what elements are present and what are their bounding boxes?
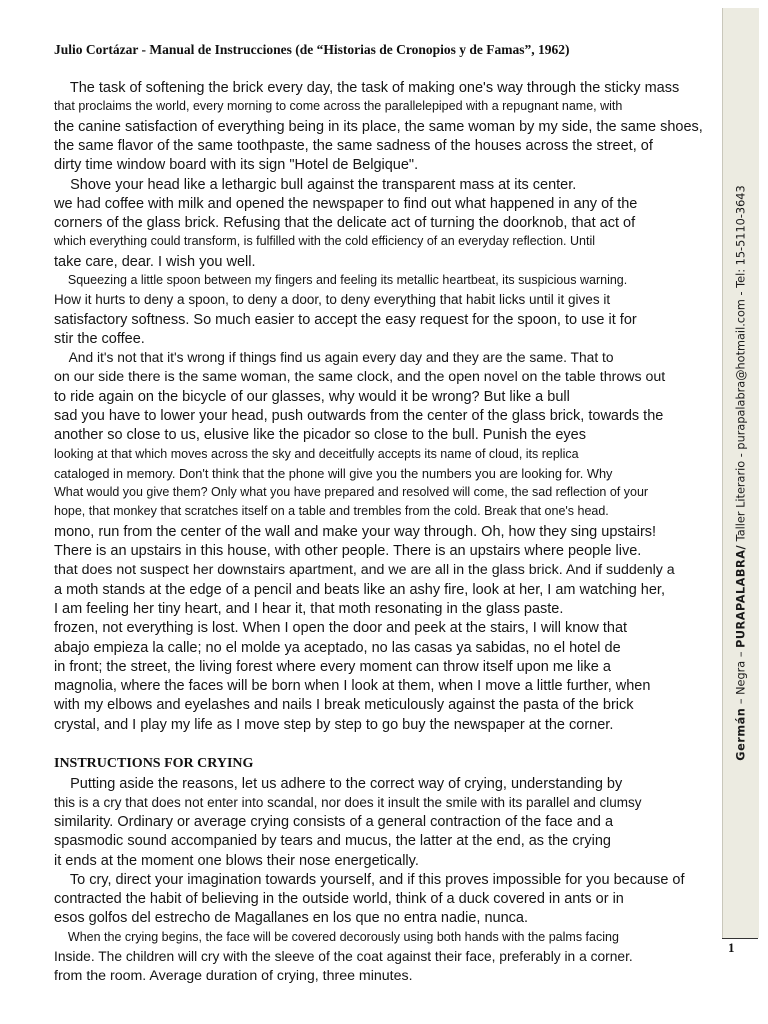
- brand-name: PURAPALABRA/: [734, 544, 748, 648]
- body-line: corners of the glass brick. Refusing that the delicate act of turning the doorknob, that act of: [54, 215, 636, 231]
- body-line: similarity. Ordinary or average crying consists of a general contraction of the face and a: [54, 814, 614, 830]
- body-line: stir the coffee.: [54, 331, 145, 347]
- body-line: cataloged in memory. Don't think that the phone will give you the numbers you are looking for. Why: [54, 466, 613, 481]
- page-number: 1: [728, 940, 735, 955]
- body-line: looking at that which moves across the sky and deceitfully accepts its name of cloud, its replica: [54, 447, 579, 461]
- body-line: Shove your head like a lethargic bull against the transparent mass at its center.: [54, 177, 577, 193]
- body-line: from the room. Average duration of crying, three minutes.: [54, 968, 413, 984]
- body-line: dirty time window board with its sign "Hotel de Belgique".: [54, 157, 419, 173]
- body-line: esos golfos del estrecho de Magallanes en los que no entra nadie, nunca.: [54, 910, 528, 926]
- body-line: sad you have to lower your head, push outwards from the center of the glass brick, towards the: [54, 408, 664, 424]
- body-line: I am feeling her tiny heart, and I hear it, that moth resonating in the glass paste.: [54, 601, 564, 617]
- body-line: that proclaims the world, every morning to come across the parallelepiped with a repugnant name, with: [54, 99, 623, 113]
- body-line: contracted the habit of believing in the outside world, think of a duck covered in ants or in: [54, 891, 624, 907]
- body-line: What would you give them? Only what you have prepared and resolved will come, the sad reflection of your: [54, 485, 649, 499]
- sidebar-credit: [735, 185, 748, 760]
- body-line: There is an upstairs in this house, with other people. There is an upstairs where people live.: [54, 543, 642, 559]
- body-line: crystal, and I play my life as I move step by step to go buy the newspaper at the corner.: [54, 717, 614, 733]
- body-line: a moth stands at the edge of a pencil and beats like an ashy fire, look at her, I am watching her,: [54, 582, 665, 598]
- body-line: this is a cry that does not enter into scandal, nor does it insult the smile with its parallel and clumsy: [54, 795, 642, 810]
- body-line: in front; the street, the living forest where every moment can throw itself upon me like a: [54, 659, 611, 675]
- body-line: How it hurts to deny a spoon, to deny a door, to deny everything that habit licks until it gives it: [54, 292, 611, 307]
- body-line: When the crying begins, the face will be covered decorously using both hands with the palms facing: [54, 930, 619, 944]
- sidebar-footer-band: [722, 8, 759, 938]
- body-line: abajo empieza la calle; no el molde ya aceptado, no las casas ya sabidas, no el hotel de: [54, 640, 621, 656]
- author-name: Germán: [734, 707, 748, 761]
- body-line: Squeezing a little spoon between my fingers and feeling its metallic heartbeat, its suspicious warning.: [54, 273, 628, 287]
- body-line: spasmodic sound accompanied by tears and mucus, the latter at the end, as the crying: [54, 833, 611, 849]
- body-line: on our side there is the same woman, the same clock, and the open novel on the table throws out: [54, 369, 666, 385]
- body-line: it ends at the moment one blows their nose energetically.: [54, 853, 419, 869]
- body-line: the same flavor of the same toothpaste, the same sadness of the houses across the street, of: [54, 138, 653, 154]
- body-line: that does not suspect her downstairs apartment, and we are all in the glass brick. And if suddenly a: [54, 562, 675, 578]
- body-line: And it's not that it's wrong if things find us again every day and they are the same. That to: [54, 350, 614, 365]
- body-line: The task of softening the brick every day, the task of making one's way through the sticky mass: [54, 80, 680, 96]
- page-number-rule: [722, 938, 758, 939]
- body-line: magnolia, where the faces will be born when I look at them, when I move a little further, when: [54, 678, 651, 694]
- body-line: to ride again on the bicycle of our glasses, why would it be wrong? But like a bull: [54, 389, 570, 405]
- sidebar-separator: – Negra –: [734, 647, 748, 708]
- body-line: with my elbows and eyelashes and nails I break meticulously against the pasta of the brick: [54, 697, 634, 713]
- body-line: To cry, direct your imagination towards yourself, and if this proves impossible for you because of: [54, 872, 685, 888]
- body-line: hope, that monkey that scratches itself on a table and trembles from the cold. Break that one's head.: [54, 504, 609, 518]
- body-line: take care, dear. I wish you well.: [54, 254, 256, 270]
- body-line: mono, run from the center of the wall and make your way through. Oh, how they sing upstairs!: [54, 524, 657, 540]
- body-line: the canine satisfaction of everything being in its place, the same woman by my side, the same shoes,: [54, 119, 703, 135]
- section-heading: INSTRUCTIONS FOR CRYING: [54, 756, 254, 771]
- body-line: which everything could transform, is fulfilled with the cold efficiency of an everyday reflection. Until: [54, 234, 595, 248]
- body-line: frozen, not everything is lost. When I open the door and peek at the stairs, I will know that: [54, 620, 628, 636]
- body-line: another so close to us, elusive like the picador so close to the bull. Punish the eyes: [54, 427, 586, 443]
- body-line: Putting aside the reasons, let us adhere to the correct way of crying, understanding by: [54, 776, 623, 792]
- document-title: Julio Cortázar - Manual de Instrucciones (de “Historias de Cronopios y de Famas”, 1962): [54, 42, 570, 57]
- body-line: we had coffee with milk and opened the newspaper to find out what happened in any of the: [54, 196, 638, 212]
- body-line: satisfactory softness. So much easier to accept the easy request for the spoon, to use it for: [54, 312, 637, 328]
- workshop-contact: Taller Literario - purapalabra@hotmail.com - Tel: 15-5110-3643: [734, 185, 748, 545]
- body-line: Inside. The children will cry with the sleeve of the coat against their face, preferably in a corner.: [54, 949, 633, 964]
